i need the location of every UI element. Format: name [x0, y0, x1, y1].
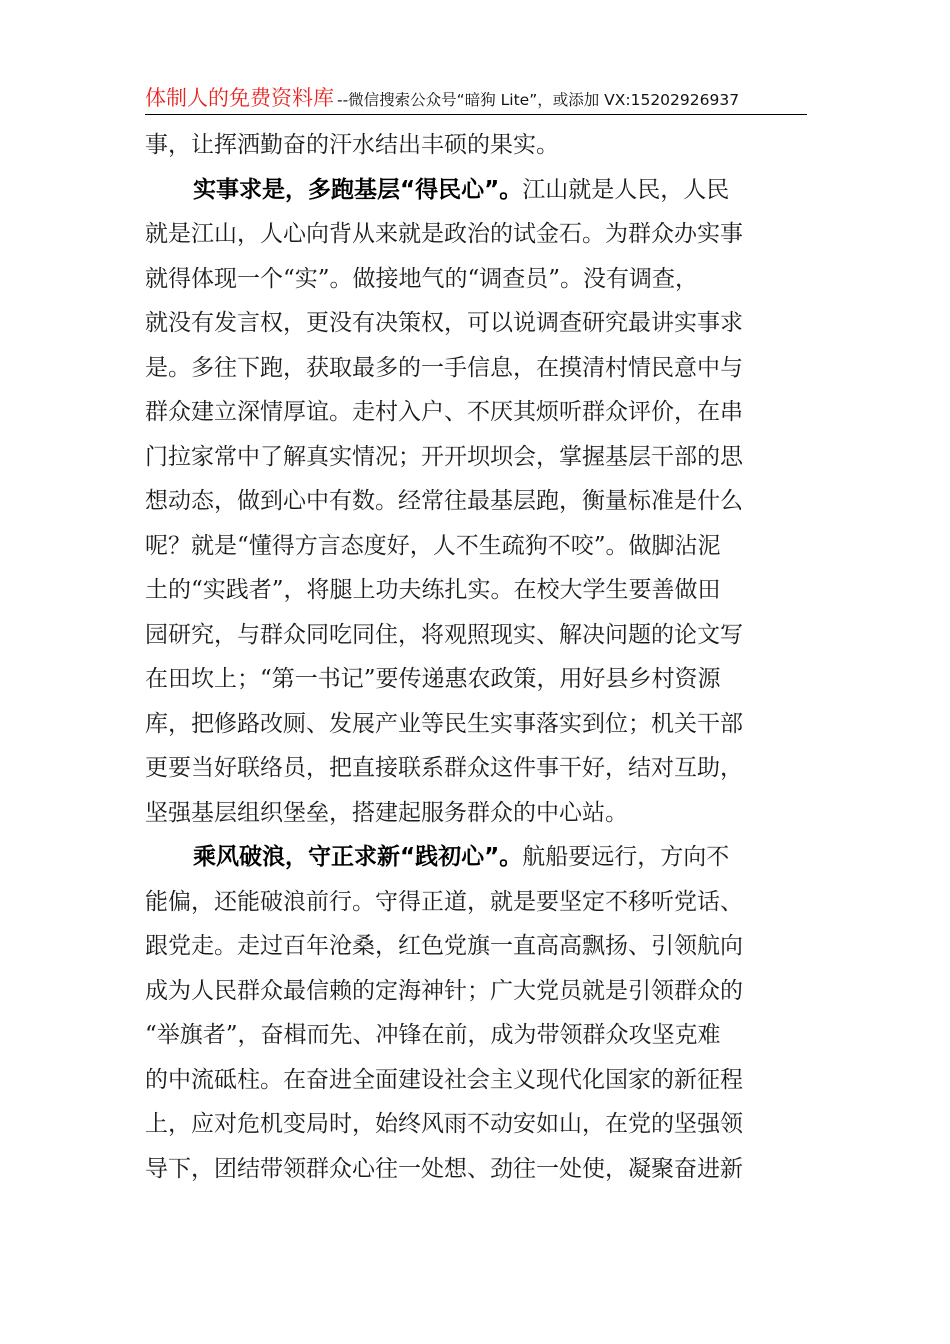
text-line: 江山就是人民，人民: [522, 176, 730, 203]
text-line: 事，让挥洒勤奋的汗水结出丰硕的果实。: [145, 132, 559, 158]
text-line: 就得体现一个“实”。做接地气的“调查员”。没有调查，: [145, 265, 699, 292]
header-note: --微信搜索公众号“暗狗 Lite”，或添加 VX:15202926937: [337, 91, 740, 109]
paragraph-start: [145, 835, 810, 880]
text-line: 呢？就是“懂得方言态度好，人不生疏狗不咬”。做脚沾泥: [145, 532, 721, 559]
paragraph-heading: 乘风破浪，守正求新“践初心”。: [193, 844, 523, 870]
text-line: 想动态，做到心中有数。经常往最基层跑，衡量标准是什么: [145, 488, 743, 514]
text-line: 在田坎上；“第一书记”要传递惠农政策，用好县乡村资源: [145, 666, 721, 692]
text-line: 的中流砥柱。在奋进全面建设社会主义现代化国家的新征程: [145, 1066, 743, 1093]
paragraph-start: [145, 168, 810, 213]
text-line: 导下，团结带领群众心往一处想、劲往一处使，凝聚奋进新: [145, 1155, 743, 1182]
text-line: 是。多往下跑，获取最多的一手信息，在摸清村情民意中与: [145, 354, 743, 381]
text-line: 就没有发言权，更没有决策权，可以说调查研究最讲实事求: [145, 310, 743, 336]
text-line: 航船要远行，方向不: [522, 844, 730, 870]
text-line: “举旗者”，奋楫而先、冲锋在前，成为带领群众攻坚克难: [145, 1022, 721, 1048]
article-body: [145, 123, 810, 1191]
text-line: 土的“实践者”，将腿上功夫练扎实。在校大学生要善做田: [145, 577, 721, 603]
text-line: 门拉家常中了解真实情况；开开坝坝会，掌握基层干部的思: [145, 443, 743, 470]
text-line: 坚强基层组织堡垒，搭建起服务群众的中心站。: [145, 799, 628, 826]
paragraph-heading: 实事求是，多跑基层“得民心”。: [193, 176, 523, 203]
text-line: 园研究，与群众同吃同住，将观照现实、解决问题的论文写: [145, 621, 743, 648]
text-line: 成为人民群众最信赖的定海神针；广大党员就是引领群众的: [145, 977, 743, 1004]
text-line: 库，把修路改厕、发展产业等民生实事落实到位；机关干部: [145, 710, 743, 737]
text-line: 就是江山，人心向背从来就是政治的试金石。为群众办实事: [145, 221, 743, 247]
text-line: 能偏，还能破浪前行。守得正道，就是要坚定不移听党话、: [145, 888, 743, 915]
page-header: [145, 84, 807, 115]
text-line: 群众建立深情厚谊。走村入户、不厌其烦听群众评价，在串: [145, 399, 743, 425]
text-line: 跟党走。走过百年沧桑，红色党旗一直高高飘扬、引领航向: [145, 933, 743, 959]
header-brand: 体制人的免费资料库: [145, 86, 334, 110]
text-line: 上，应对危机变局时，始终风雨不动安如山，在党的坚强领: [145, 1111, 743, 1137]
text-line: 更要当好联络员，把直接联系群众这件事干好，结对互助，: [145, 755, 743, 781]
